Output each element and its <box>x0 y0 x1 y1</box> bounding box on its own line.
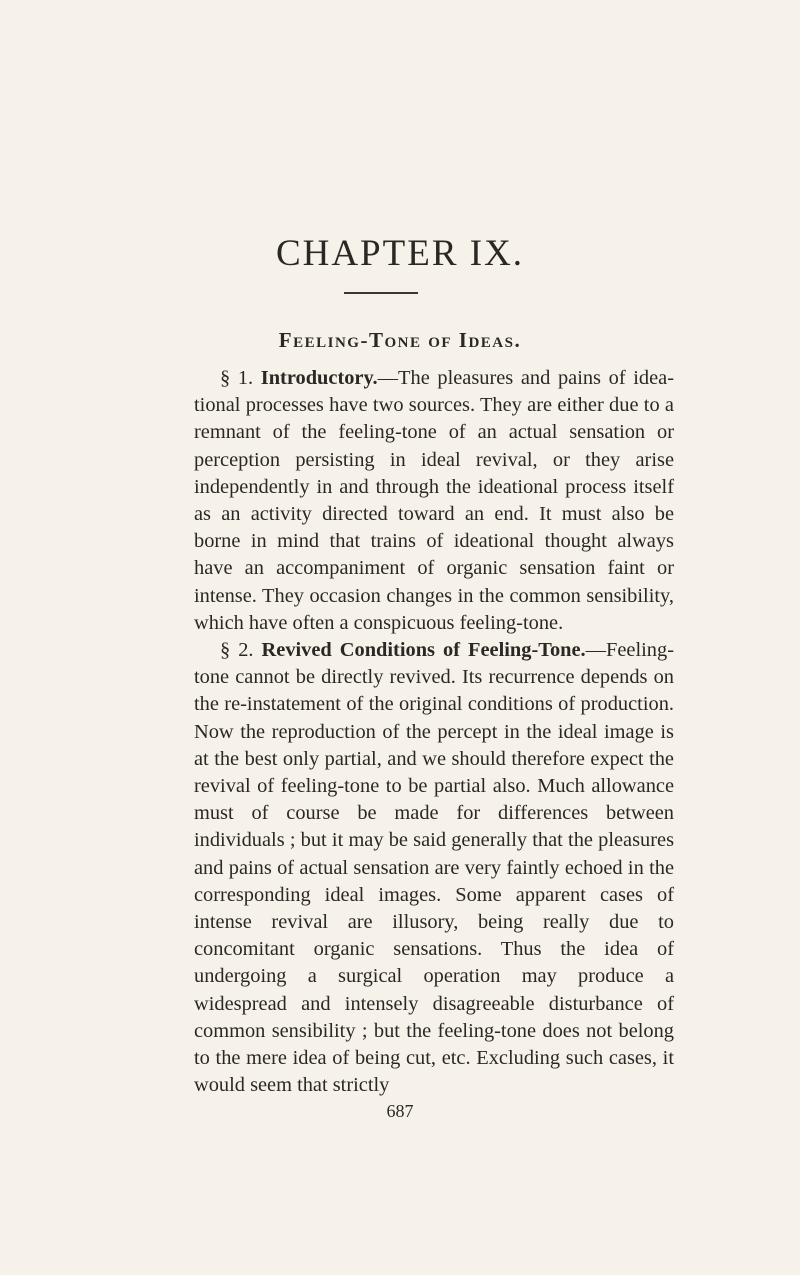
paragraph-text: —Feeling- tone cannot be directly revived. Its recurrence depends on the re-instatement of the original conditions of production. Now the reproduction of the percept in the ideal image is at the best only partial, and we should therefore expect the revival of feeling-tone to be partial also. Much allowance must of course be made for differences between individuals ; but it may be said generally that the pleasures and pains of actual sensation are very faintly echoed in the corresponding ideal images. Some apparent cases of intense revival are illusory, being really due to concomitant organic sensations. Thus the idea of undergoing a surgical operation may produce a widespread and intensely disagreeable disturbance of common sensibility ; but the feeling-tone does not belong to the mere idea of being cut, etc. Excluding such cases, it would seem that strictly <box>194 639 674 1097</box>
page-number: 687 <box>386 1101 414 1121</box>
section-title: Feeling-Tone of Ideas. <box>278 328 522 352</box>
section-mark: § 2. <box>220 639 254 662</box>
paragraph-heading: Revived Conditions of Feeling-Tone. <box>261 639 586 662</box>
body-text <box>194 365 674 1099</box>
chapter-title: CHAPTER IX. <box>275 233 525 274</box>
paragraph-text: —The pleasures and pains of idea- tional processes have two sources. They are either due to a remnant of the feeling-tone of an actual sensation or perception persisting in ideal revival, or they arise independently in and through the ideational process itself as an activity directed toward an end. It must also be borne in mind that trains of ideational thought always have an accompaniment of organic sensation faint or intense. They occasion changes in the common sensibility, which have often a conspicuous feeling-tone. <box>194 367 674 634</box>
section-mark: § 1. <box>220 367 254 389</box>
paragraph-introductory <box>194 365 674 637</box>
paragraph-revived-conditions <box>194 637 674 1099</box>
paragraph-heading: Introductory. <box>260 367 378 389</box>
title-divider <box>344 292 418 294</box>
